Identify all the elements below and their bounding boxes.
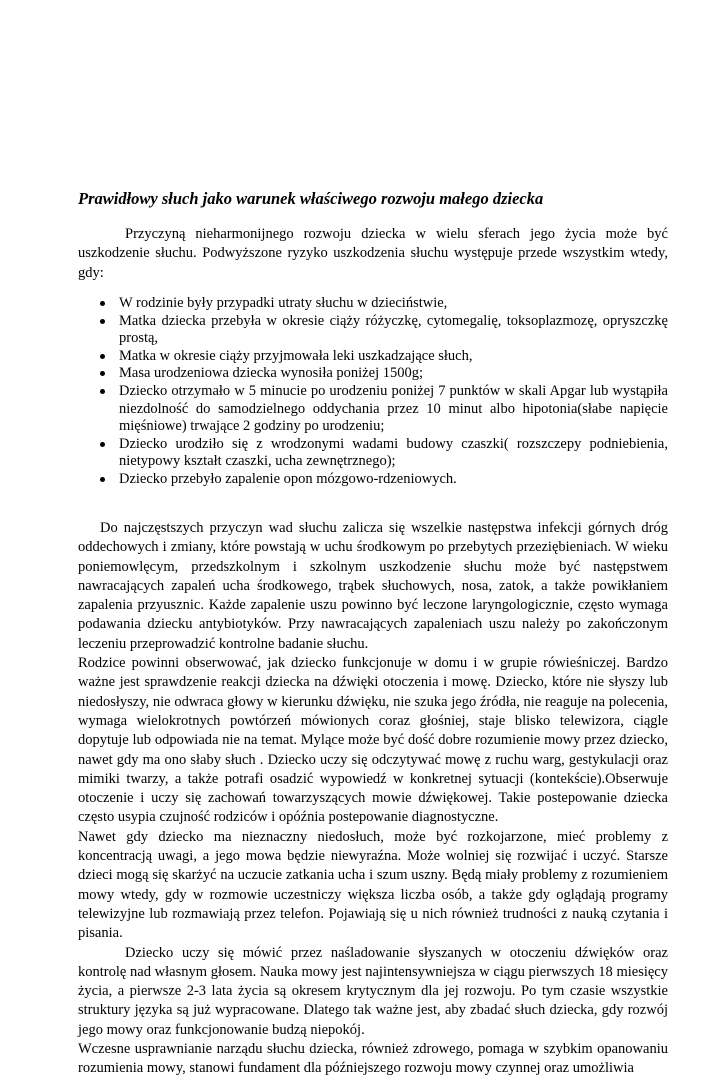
paragraph-mild-hearing-loss: Nawet gdy dziecko ma nieznaczny niedosłuch, może być rozkojarzone, mieć problemy z koncentracją uwagi, a jego mowa będzie niewyraźna. Może wolniej się rozwijać i uczyć. Starsze dzieci mogą się skarżyć na uczucie zatkania ucha i szum uszny. Będą miały problemy z rozumieniem mowy wtedy, gdy w rozmowie uczestniczy większa liczba osób, a także gdy oglądają programy telewizyjne lub rozmawiają przez telefon. Pojawiają się u nich również trudności z nauką czytania i pisania. xyxy=(78,828,668,942)
paragraph-observation: Rodzice powinni obserwować, jak dziecko funkcjonuje w domu i w grupie rówieśniczej. Bardzo ważne jest sprawdzenie reakcji dziecka na dźwięki otoczenia i mowę. Dziecko, które nie słyszy lub niedosłyszy, nie odwraca głowy w kierunku dźwięku, nie szuka jego źródła, nie reaguje na polecenia, wymaga wielokrotnych powtórzeń mówionych coraz głośniej, staje blisko telewizora, ciągle dopytuje lub odpowiada nie na temat. Mylące może być dość dobre rozumienie mowy przez dziecko, nawet gdy ma ono słaby słuch . Dziecko uczy się odczytywać mowę z ruchu warg, gestykulacji oraz mimiki twarzy, a także potrafi osadzić wypowiedź w konkretnej sytuacji (kontekście).Obserwuje otoczenie i uczy się zachowań towarzyszących mowie dźwiękowej. Takie postepowanie dziecka często usypia czujność rodziców i opóźnia postepowanie diagnostyczne. xyxy=(78,655,668,826)
list-item: Dziecko urodziło się z wrodzonymi wadami budowy czaszki( rozszczepy podniebienia, nietypowy kształt czaszki, ucha zewnętrznego); xyxy=(100,436,668,471)
document-title: Prawidłowy słuch jako warunek właściwego rozwoju małego dziecka xyxy=(78,189,544,208)
risk-factor-list xyxy=(100,295,668,489)
intro-paragraph: Przyczyną nieharmonijnego rozwoju dziecka w wielu sferach jego życia może być uszkodzenie słuchu. Podwyższone ryzyko uszkodzenia słuchu występuje przede wszystkim wtedy, gdy: xyxy=(78,226,668,281)
list-item: Dziecko otrzymało w 5 minucie po urodzeniu poniżej 7 punktów w skali Apgar lub wystąpiła niezdolność do samodzielnego oddychania przez 10 minut albo hipotonia(słabe napięcie mięśniowe) trwające 2 godziny po urodzeniu; xyxy=(100,383,668,436)
list-item: Matka dziecka przebyła w okresie ciąży różyczkę, cytomegalię, toksoplazmozę, opryszczkę prostą, xyxy=(100,313,668,348)
list-item: Dziecko przebyło zapalenie opon mózgowo-rdzeniowych. xyxy=(100,471,668,489)
list-item: Masa urodzeniowa dziecka wynosiła poniżej 1500g; xyxy=(100,365,668,383)
paragraph-causes: Do najczęstszych przyczyn wad słuchu zalicza się wszelkie następstwa infekcji górnych dróg oddechowych i zmiany, które powstają w uchu środkowym po przebytych przeziębieniach. W wieku poniemowlęcym, przedszkolnym i szkolnym uszkodzenie słuchu może być następstwem nawracających zapaleń ucha środkowego, trąbek słuchowych, nosa, zatok, a także powikłaniem zapalenia przyusznic. Każde zapalenie uszu powinno być leczone laryngologicznie, często wymaga podawania dziecku antybiotyków. Przy nawracających zapaleniach uszu należy po zakończonym leczeniu przeprowadzić kontrolne badanie słuchu. xyxy=(78,520,668,652)
paragraph-early-stimulation: Wczesne usprawnianie narządu słuchu dziecka, również zdrowego, pomaga w szybkim opanowaniu rozumienia mowy, stanowi fundament dla późniejszego rozwoju mowy czynnej oraz umożliwia xyxy=(78,1041,668,1077)
paragraph-speech-learning: Dziecko uczy się mówić przez naśladowanie słyszanych w otoczeniu dźwięków oraz kontrolę nad własnym głosem. Nauka mowy jest najintensywniejsza w ciągu pierwszych 18 miesięcy życia, a pierwsze 2-3 lata życia są okresem krytycznym dla jej rozwoju. Po tym czasie wszystkie struktury języka są już wypracowane. Dlatego tak ważne jest, aby zbadać słuch dziecka, gdy rozwój jego mowy oraz funkcjonowanie budzą niepokój. xyxy=(78,944,668,1038)
list-item: W rodzinie były przypadki utraty słuchu w dzieciństwie, xyxy=(100,295,668,313)
body-text xyxy=(78,519,668,1079)
list-item: Matka w okresie ciąży przyjmowała leki uszkadzające słuch, xyxy=(100,348,668,366)
intro-block xyxy=(78,225,668,283)
